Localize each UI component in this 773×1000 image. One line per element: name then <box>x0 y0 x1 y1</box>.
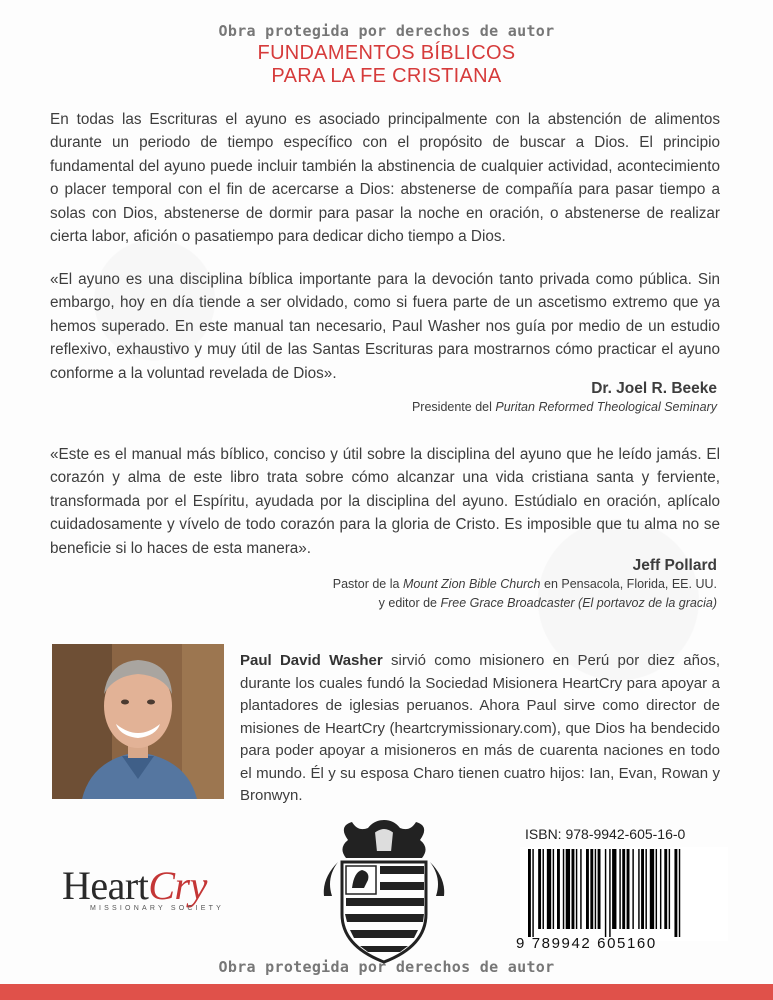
endorser-role-1-institution: Puritan Reformed Theological Seminary <box>495 400 717 414</box>
barcode-bar <box>595 849 596 929</box>
barcode-bar <box>612 849 616 929</box>
barcode-bar <box>572 849 575 929</box>
barcode-bar <box>641 849 644 929</box>
copyright-watermark-top: Obra protegida por derechos de autor <box>218 22 555 40</box>
barcode-bar <box>660 849 661 929</box>
barcode-bar <box>638 849 639 929</box>
logo-heart: Heart <box>62 863 149 908</box>
barcode-bar <box>645 849 646 929</box>
barcode-bar <box>586 849 589 929</box>
isbn-barcode-digits: 9 789942 605160 <box>516 935 657 952</box>
barcode-bar <box>566 849 570 929</box>
logo-tagline: MISSIONARY SOCIETY <box>90 905 224 912</box>
endorser-role-2-prefix: Pastor de la <box>332 577 403 591</box>
endorser-name-1: Dr. Joel R. Beeke <box>591 380 717 397</box>
barcode-bar <box>664 849 667 929</box>
endorsement-quote-1: «El ayuno es una disciplina bíblica importante para la devoción tanto privada como pública. Sin embargo, hoy en día tiende a ser olvidado, como si fuera parte de un ascetismo extremo que ya hemos superado. En este manual tan necesario, Paul Washer nos guía por medio de un estudio reflexivo, exhaustivo y muy útil de las Santas Escrituras para mostrarnos cómo practicar el ayuno conforme a la voluntad revelada de Dios». <box>50 271 720 382</box>
logo-cry: Cry <box>148 863 207 908</box>
barcode-bar <box>605 849 606 937</box>
barcode-bar <box>528 849 531 937</box>
endorser-role-2-location: en Pensacola, Florida, EE. UU. <box>540 577 717 591</box>
barcode-bar <box>532 849 533 937</box>
endorser-role-1-prefix: Presidente del <box>411 400 496 414</box>
endorsement-signature-2 <box>333 557 717 613</box>
barcode-bar <box>590 849 593 929</box>
endorser-role-2-publication: Free Grace Broadcaster (El portavoz de la gracia) <box>440 596 717 610</box>
barcode-bar <box>543 849 544 929</box>
book-title <box>0 42 773 88</box>
heartcry-logo <box>62 862 224 912</box>
barcode-bar <box>627 849 630 929</box>
endorsement-quote-2: «Este es el manual más bíblico, conciso y útil sobre la disciplina del ayuno que he leído jamás. El corazón y alma de este libro trata sobre cómo alcanzar una vida cristiana santa y ferviente, transformada por el Espíritu, ayudada por la disciplina del ayuno. Estúdialo en oración, aplícalo cuidadosamente y vívelo de todo corazón para la gloria de Cristo. Es imposible que tu alma no se beneficie si lo haces de esta manera». <box>50 446 720 557</box>
author-portrait-illustration <box>52 644 224 799</box>
barcode-bar <box>547 849 551 929</box>
endorser-role-2-line-2 <box>333 594 717 613</box>
endorser-role-2-church: Mount Zion Bible Church <box>402 577 541 591</box>
barcode-bar <box>622 849 625 929</box>
author-bio <box>240 650 720 808</box>
barcode-bar <box>563 849 564 929</box>
author-photo <box>52 644 224 799</box>
barcode-bar <box>538 849 541 929</box>
barcode-bar <box>632 849 633 929</box>
footer-red-bar <box>0 984 773 1000</box>
barcode-bar <box>609 849 610 937</box>
author-bio-text: sirvió como misionero en Perú por diez años, durante los cuales fundó la Sociedad Misionera HeartCry para apoyar a plantadores de iglesias peruanos. Ahora Paul sirve como director de misiones de HeartCry (heartcrymissionary.com), que Dios ha bendecido para poder apoyar a misioneros en más de cuarenta naciones en todo el mundo. Él y su esposa Charo tienen cuatro hijos: Ian, Evan, Rowan y Bronwyn. <box>240 652 720 804</box>
coat-of-arms-icon <box>318 818 450 964</box>
barcode-bar <box>674 849 677 937</box>
barcode-bar <box>650 849 654 929</box>
copyright-watermark-bottom: Obra protegida por derechos de autor <box>218 958 555 976</box>
barcode-bar <box>669 849 670 929</box>
barcode-bar <box>576 849 577 929</box>
title-line-1: FUNDAMENTOS BÍBLICOS <box>257 42 516 64</box>
isbn-label: ISBN: 978-9942-605-16-0 <box>525 826 686 842</box>
barcode-bar <box>557 849 560 929</box>
barcode-bar <box>656 849 657 929</box>
barcode-bar <box>619 849 620 929</box>
title-line-2: PARA LA FE CRISTIANA <box>271 65 502 87</box>
intro-paragraph: En todas las Escrituras el ayuno es asociado principalmente con la abstención de alimentos durante un periodo de tiempo específico con el propósito de buscar a Dios. El principio fundamental del ayuno puede incluir también la abstinencia de cualquier actividad, acontecimiento o placer temporal con el fin de acercarse a Dios: abstenerse de compañía para pasar tiempo a solas con Dios, abstenerse de dormir para pasar la noche en oración, o abstenerse de realizar cierta labor, afición o pasatiempo para dedicar dicho tiempo a Dios. <box>50 111 720 246</box>
isbn-barcode <box>520 847 728 941</box>
barcode-bar <box>679 849 680 937</box>
endorsement-signature-1 <box>412 380 717 417</box>
endorser-name-2: Jeff Pollard <box>632 557 717 574</box>
barcode-bar <box>553 849 554 929</box>
heartcry-wordmark <box>62 862 224 909</box>
endorser-role-2-line-1 <box>333 575 717 594</box>
endorser-role-2-line-2-prefix: y editor de <box>378 596 441 610</box>
barcode-bar <box>598 849 601 929</box>
endorser-role-1 <box>412 398 717 417</box>
author-name: Paul David Washer <box>240 652 383 669</box>
barcode-bar <box>580 849 581 929</box>
